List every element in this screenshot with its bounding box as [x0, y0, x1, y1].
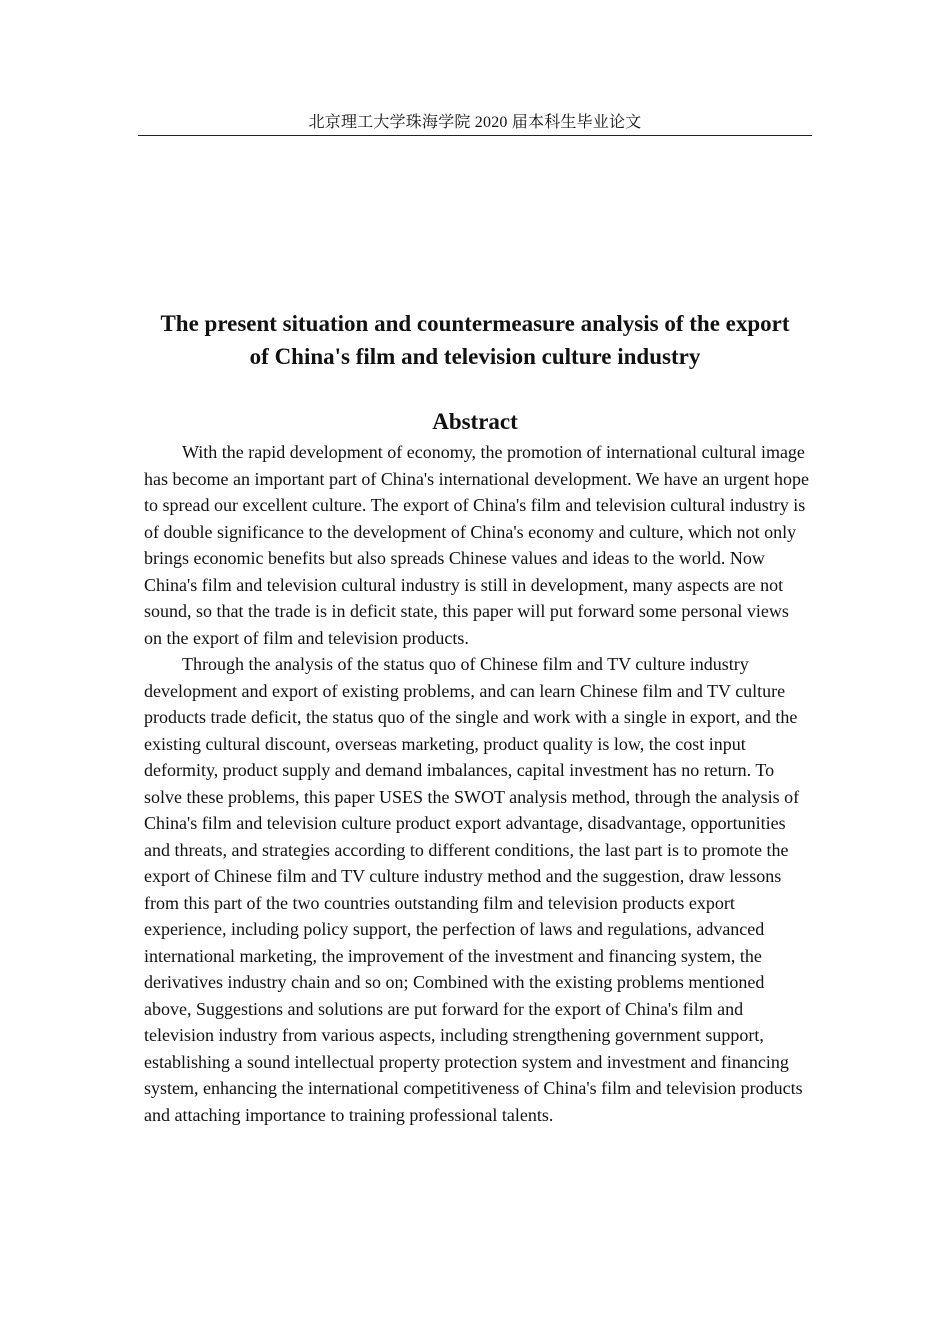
paper-title-line-2: of China's film and television culture industry: [249, 344, 701, 369]
abstract-paragraph-2: Through the analysis of the status quo of Chinese film and TV culture industry development and export of existing problems, and can learn Chinese film and TV culture products trade deficit, the status quo of the single and work with a single in export, and the existing cultural discount, overseas marketing, product quality is low, the cost input deformity, product supply and demand imbalances, capital investment has no return. To solve these problems, this paper USES the SWOT analysis method, through the analysis of China's film and television culture product export advantage, disadvantage, opportunities and threats, and strategies according to different conditions, the last part is to promote the export of Chinese film and TV culture industry method and the suggestion, draw lessons from this part of the two countries outstanding film and television products export experience, including policy support, the perfection of laws and regulations, advanced international marketing, the improvement of the investment and financing system, the derivatives industry chain and so on; Combined with the existing problems mentioned above, Suggestions and solutions are put forward for the export of China's film and television industry from various aspects, including strengthening government support, establishing a sound intellectual property protection system and investment and financing system, enhancing the international competitiveness of China's film and television products and attaching importance to training professional talents.: [144, 654, 803, 1125]
paper-title: [138, 307, 812, 373]
abstract-heading: Abstract: [432, 409, 518, 434]
abstract-paragraph-1: With the rapid development of economy, the promotion of international cultural image has become an important part of China's international development. We have an urgent hope to spread our excellent culture. The export of China's film and television cultural industry is of double significance to the development of China's economy and culture, which not only brings economic benefits but also spreads Chinese values and ideas to the world. Now China's film and television cultural industry is still in development, many aspects are not sound, so that the trade is in deficit state, this paper will put forward some personal views on the export of film and television products.: [144, 442, 809, 648]
running-header: 北京理工大学珠海学院 2020 届本科生毕业论文: [308, 114, 642, 131]
paper-title-line-1: The present situation and countermeasure analysis of the export: [160, 311, 790, 336]
abstract-body: [144, 439, 810, 1128]
header-divider: [138, 135, 812, 136]
